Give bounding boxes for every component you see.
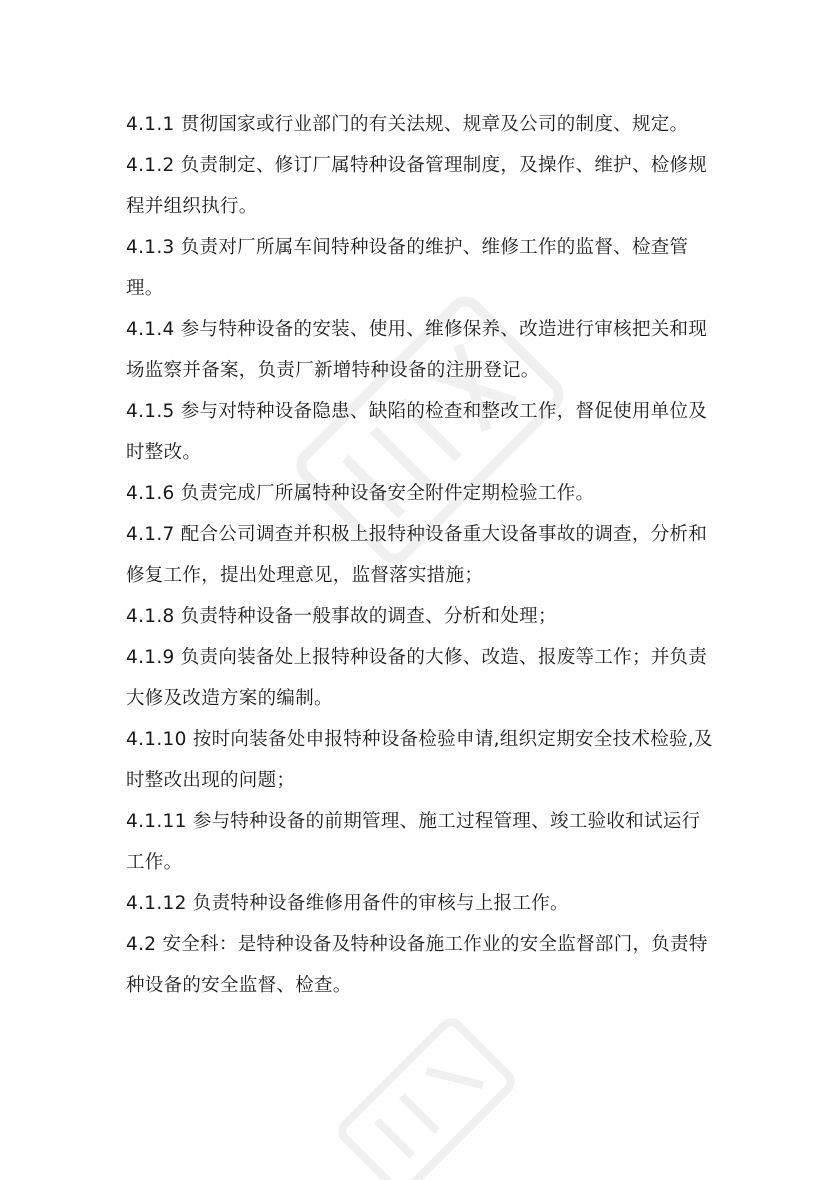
clause-4-1-10: 4.1.10 按时向装备处申报特种设备检验申请,组织定期安全技术检验,及时整改出现的问题； [126,729,713,791]
clause-4-1-7: 4.1.7 配合公司调查并积极上报特种设备重大设备事故的调查，分析和修复工作，提出处理意见，监督落实措施； [126,524,708,586]
clause-4-1-5: 4.1.5 参与对特种设备隐患、缺陷的检查和整改工作，督促使用单位及时整改。 [126,401,708,463]
clause-4-2: 4.2 安全科：是特种设备及特种设备施工作业的安全监督部门，负责特种设备的安全监督、检查。 [126,934,708,996]
clause-4-1-11: 4.1.11 参与特种设备的前期管理、施工过程管理、竣工验收和试运行工作。 [126,811,701,873]
clause-4-1-3: 4.1.3 负责对厂所属车间特种设备的维护、维修工作的监督、检查管理。 [126,237,689,299]
watermark-logo-bottom [330,1010,530,1180]
clause-4-1-12: 4.1.12 负责特种设备维修用备件的审核与上报工作。 [126,893,569,914]
clause-4-1-9: 4.1.9 负责向装备处上报特种设备的大修、改造、报废等工作；并负责大修及改造方案的编制。 [126,647,708,709]
document-body [126,104,716,1006]
clause-4-1-1: 4.1.1 贯彻国家或行业部门的有关法规、规章及公司的制度、规定。 [126,114,689,135]
clause-4-1-4: 4.1.4 参与特种设备的安装、使用、维修保养、改造进行审核把关和现场监察并备案，负责厂新增特种设备的注册登记。 [126,319,708,381]
clause-4-1-6: 4.1.6 负责完成厂所属特种设备安全附件定期检验工作。 [126,483,595,504]
clause-4-1-8: 4.1.8 负责特种设备一般事故的调查、分析和处理； [126,606,557,627]
clause-4-1-2: 4.1.2 负责制定、修订厂属特种设备管理制度，及操作、维护、检修规程并组织执行。 [126,155,708,217]
